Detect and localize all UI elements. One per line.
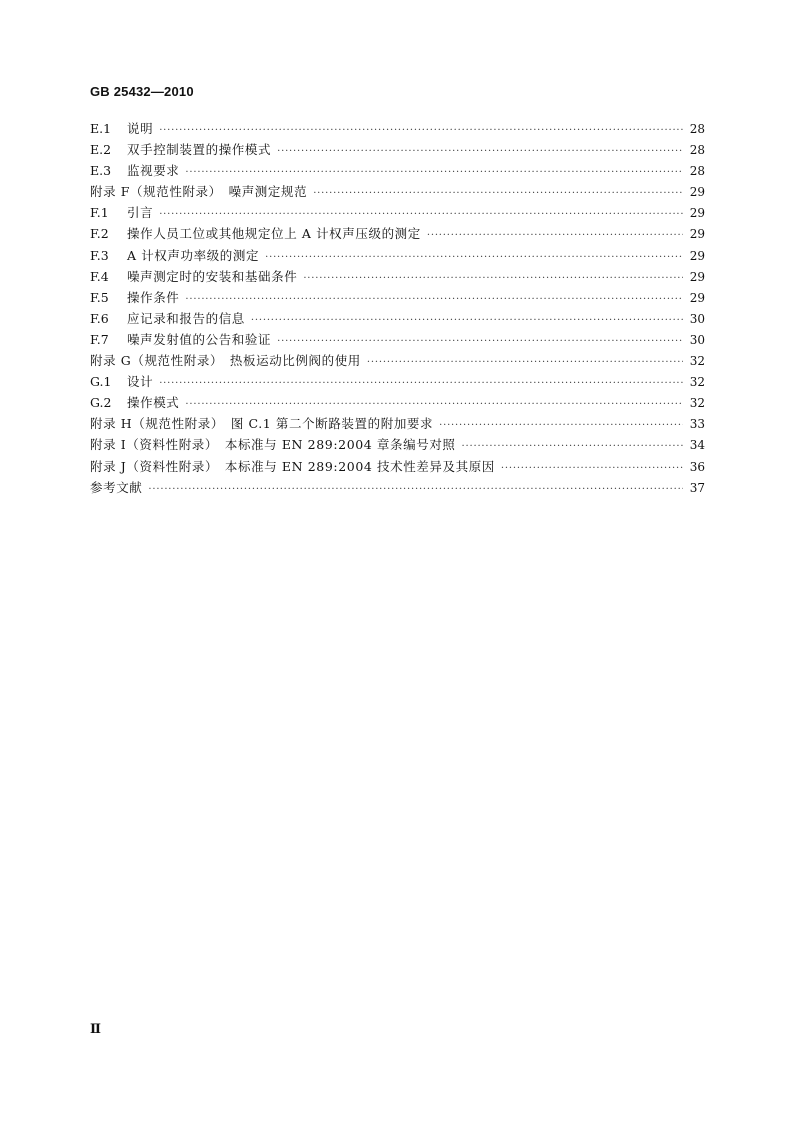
toc-entry[interactable] [90, 139, 705, 160]
toc-leader-dots [427, 225, 683, 246]
toc-entry-label: A 计权声功率级的测定 [127, 247, 260, 263]
toc-entry-page: 33 [689, 417, 705, 432]
toc-entry[interactable] [90, 371, 705, 392]
toc-entry-label: 噪声发射值的公告和验证 [127, 331, 272, 347]
toc-entry-label: 操作模式 [127, 395, 180, 411]
toc-entry[interactable] [90, 413, 705, 434]
toc-leader-dots [159, 120, 683, 141]
toc-entry-page: 28 [689, 164, 705, 179]
toc-entry[interactable] [90, 266, 705, 287]
page-number-footer: Ⅱ [90, 1022, 101, 1037]
toc-entry-label: 说明 [127, 121, 154, 136]
toc-leader-dots [185, 162, 683, 183]
toc-entry-page: 29 [689, 206, 705, 221]
toc-entry[interactable] [90, 477, 705, 498]
toc-entry-label: 附录 I（资料性附录） 本标准与 EN 289:2004 章条编号对照 [90, 437, 456, 453]
toc-entry[interactable] [90, 245, 705, 266]
toc-entry-number: F.4 [90, 268, 109, 284]
toc-entry-number: E.1 [90, 121, 112, 136]
toc-entry-number: F.5 [90, 289, 109, 305]
toc-entry-page: 30 [689, 332, 705, 347]
toc-entry-number: F.1 [90, 205, 109, 221]
toc-leader-dots [159, 204, 683, 225]
toc-entry-label: 双手控制装置的操作模式 [127, 142, 272, 158]
toc-leader-dots [148, 479, 683, 500]
toc-entry-page: 32 [689, 396, 705, 411]
toc-leader-dots [265, 247, 683, 268]
toc-entry-page: 29 [689, 248, 705, 263]
toc-entry-number: E.2 [90, 142, 112, 158]
toc-entry-page: 28 [689, 143, 705, 158]
toc-entry-label: 监视要求 [127, 163, 180, 179]
toc-entry-label: 应记录和报告的信息 [127, 310, 245, 326]
toc-entry-number: G.2 [90, 395, 112, 411]
toc-leader-dots [277, 331, 683, 352]
toc-entry-page: 37 [689, 480, 705, 495]
toc-entry-page: 30 [689, 311, 705, 326]
toc-entry-label: 参考文献 [90, 479, 143, 495]
toc-leader-dots [251, 310, 683, 331]
toc-entry-label: 操作人员工位或其他规定位上 A 计权声压级的测定 [127, 226, 421, 242]
toc-entry[interactable] [90, 287, 705, 308]
toc-entry-label: 引言 [127, 205, 154, 221]
toc-entry-page: 28 [689, 122, 705, 136]
toc-entry-label: 附录 F（规范性附录） 噪声测定规范 [90, 184, 308, 200]
toc-entry-label: 附录 H（规范性附录） 图 C.1 第二个断路装置的附加要求 [90, 416, 434, 432]
toc-leader-dots [185, 394, 683, 415]
toc-entry-page: 29 [689, 269, 705, 284]
toc-entry[interactable] [90, 392, 705, 413]
toc-leader-dots [185, 289, 683, 310]
toc-entry[interactable] [90, 350, 705, 371]
toc-entry-number: F.7 [90, 331, 109, 347]
toc-leader-dots [313, 183, 683, 204]
toc-entry-number: F.3 [90, 247, 109, 263]
toc-leader-dots [159, 373, 683, 394]
toc-entry-label: 噪声测定时的安装和基础条件 [127, 268, 298, 284]
toc-entry-page: 34 [689, 438, 705, 453]
toc-entry[interactable] [90, 160, 705, 181]
toc-entry[interactable] [90, 223, 705, 244]
toc-leader-dots [367, 352, 683, 373]
toc-entry-page: 29 [689, 290, 705, 305]
toc-entry-page: 29 [689, 185, 705, 200]
toc-entry-label: 附录 G（规范性附录） 热板运动比例阀的使用 [90, 353, 361, 369]
toc-entry-page: 29 [689, 227, 705, 242]
toc-leader-dots [462, 436, 683, 457]
toc-entry[interactable] [90, 118, 705, 139]
toc-entry-page: 36 [689, 459, 705, 474]
toc-leader-dots [501, 458, 683, 479]
standard-code-header: GB 25432—2010 [90, 84, 194, 99]
toc-entry-label: 设计 [127, 374, 154, 390]
toc-entry-page: 32 [689, 375, 705, 390]
toc-entry-number: G.1 [90, 374, 112, 390]
toc-entry-label: 附录 J（资料性附录） 本标准与 EN 289:2004 技术性差异及其原因 [90, 458, 495, 474]
toc-entry-page: 32 [689, 354, 705, 369]
toc-entry[interactable] [90, 434, 705, 455]
toc-entry[interactable] [90, 329, 705, 350]
toc-entry-number: F.2 [90, 226, 109, 242]
toc-entry-number: E.3 [90, 163, 112, 179]
toc-entry-number: F.6 [90, 310, 109, 326]
toc-entry[interactable] [90, 308, 705, 329]
toc-entry[interactable] [90, 202, 705, 223]
toc-entry-label: 操作条件 [127, 289, 180, 305]
toc-entry[interactable] [90, 181, 705, 202]
toc-leader-dots [439, 415, 683, 436]
table-of-contents [90, 118, 705, 498]
toc-entry[interactable] [90, 456, 705, 477]
toc-leader-dots [277, 141, 683, 162]
toc-leader-dots [303, 268, 683, 289]
